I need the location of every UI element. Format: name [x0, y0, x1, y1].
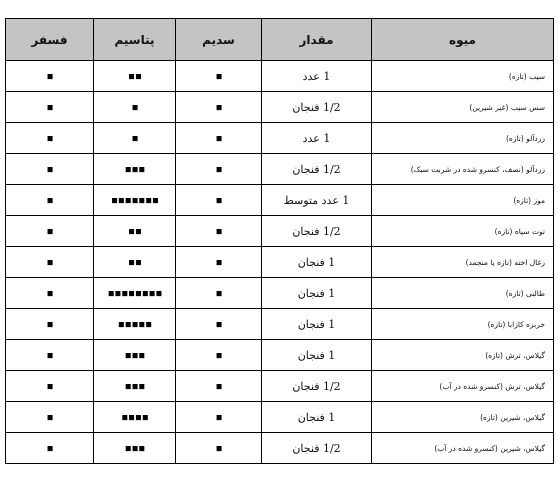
- cell-phosphorus: ▪: [6, 340, 94, 371]
- cell-fruit: سس سیب (غیر شیرین): [372, 92, 554, 123]
- cell-fruit: زردآلو (نصف، کنسرو شده در شربت سبک): [372, 154, 554, 185]
- cell-potassium: ▪▪▪▪▪▪▪: [94, 185, 176, 216]
- cell-potassium: ▪▪▪▪▪: [94, 309, 176, 340]
- cell-amount: 1/2 فنجان: [262, 433, 372, 464]
- cell-sodium: ▪: [176, 247, 262, 278]
- cell-phosphorus: ▪: [6, 247, 94, 278]
- cell-sodium: ▪: [176, 278, 262, 309]
- cell-fruit: گیلاس، شیرین (تازه): [372, 402, 554, 433]
- fruit-nutrition-table: [5, 18, 554, 464]
- table-row: [6, 433, 554, 464]
- header-phosphorus: فسفر: [6, 19, 94, 61]
- table-row: [6, 247, 554, 278]
- nutrition-table-container: [5, 18, 553, 464]
- header-fruit: میوه: [372, 19, 554, 61]
- cell-amount: 1/2 فنجان: [262, 92, 372, 123]
- table-row: [6, 61, 554, 92]
- cell-amount: 1 فنجان: [262, 340, 372, 371]
- cell-sodium: ▪: [176, 123, 262, 154]
- cell-potassium: ▪▪: [94, 247, 176, 278]
- cell-fruit: زغال اخته (تازه یا منجمد): [372, 247, 554, 278]
- cell-phosphorus: ▪: [6, 402, 94, 433]
- table-row: [6, 278, 554, 309]
- cell-sodium: ▪: [176, 371, 262, 402]
- table-row: [6, 154, 554, 185]
- cell-phosphorus: ▪: [6, 92, 94, 123]
- cell-potassium: ▪▪▪: [94, 433, 176, 464]
- table-row: [6, 92, 554, 123]
- table-row: [6, 309, 554, 340]
- cell-sodium: ▪: [176, 61, 262, 92]
- cell-sodium: ▪: [176, 309, 262, 340]
- header-sodium: سدیم: [176, 19, 262, 61]
- header-amount: مقدار: [262, 19, 372, 61]
- cell-fruit: خربزه کازابا (تازه): [372, 309, 554, 340]
- table-row: [6, 402, 554, 433]
- cell-amount: 1/2 فنجان: [262, 371, 372, 402]
- cell-amount: 1 فنجان: [262, 247, 372, 278]
- header-row: [6, 19, 554, 61]
- cell-potassium: ▪▪▪: [94, 154, 176, 185]
- cell-phosphorus: ▪: [6, 309, 94, 340]
- cell-potassium: ▪▪: [94, 61, 176, 92]
- table-header: [6, 19, 554, 61]
- cell-potassium: ▪▪: [94, 216, 176, 247]
- cell-fruit: گیلاس، ترش (کنسرو شده در آب): [372, 371, 554, 402]
- cell-sodium: ▪: [176, 433, 262, 464]
- table-row: [6, 371, 554, 402]
- table-row: [6, 185, 554, 216]
- cell-sodium: ▪: [176, 402, 262, 433]
- cell-sodium: ▪: [176, 216, 262, 247]
- cell-sodium: ▪: [176, 154, 262, 185]
- cell-phosphorus: ▪: [6, 123, 94, 154]
- cell-phosphorus: ▪: [6, 216, 94, 247]
- cell-sodium: ▪: [176, 340, 262, 371]
- cell-fruit: سیب (تازه): [372, 61, 554, 92]
- cell-phosphorus: ▪: [6, 371, 94, 402]
- cell-sodium: ▪: [176, 185, 262, 216]
- cell-phosphorus: ▪: [6, 185, 94, 216]
- cell-phosphorus: ▪: [6, 154, 94, 185]
- cell-amount: 1 فنجان: [262, 402, 372, 433]
- cell-sodium: ▪: [176, 92, 262, 123]
- cell-fruit: توت سیاه (تازه): [372, 216, 554, 247]
- cell-phosphorus: ▪: [6, 61, 94, 92]
- cell-fruit: گیلاس، شیرین (کنسرو شده در آب): [372, 433, 554, 464]
- cell-amount: 1/2 فنجان: [262, 216, 372, 247]
- table-row: [6, 216, 554, 247]
- cell-amount: 1/2 فنجان: [262, 154, 372, 185]
- cell-phosphorus: ▪: [6, 433, 94, 464]
- cell-fruit: طالبی (تازه): [372, 278, 554, 309]
- cell-amount: 1 فنجان: [262, 309, 372, 340]
- cell-amount: 1 فنجان: [262, 278, 372, 309]
- cell-fruit: زردآلو (تازه): [372, 123, 554, 154]
- cell-potassium: ▪▪▪▪: [94, 402, 176, 433]
- cell-amount: 1 عدد: [262, 61, 372, 92]
- cell-potassium: ▪▪▪: [94, 371, 176, 402]
- header-potassium: پتاسیم: [94, 19, 176, 61]
- table-body: [6, 61, 554, 464]
- cell-potassium: ▪▪▪▪▪▪▪▪: [94, 278, 176, 309]
- cell-phosphorus: ▪: [6, 278, 94, 309]
- cell-fruit: گیلاس، ترش (تازه): [372, 340, 554, 371]
- cell-amount: 1 عدد متوسط: [262, 185, 372, 216]
- cell-potassium: ▪: [94, 123, 176, 154]
- cell-fruit: موز (تازه): [372, 185, 554, 216]
- cell-potassium: ▪▪▪: [94, 340, 176, 371]
- cell-amount: 1 عدد: [262, 123, 372, 154]
- table-row: [6, 340, 554, 371]
- cell-potassium: ▪: [94, 92, 176, 123]
- table-row: [6, 123, 554, 154]
